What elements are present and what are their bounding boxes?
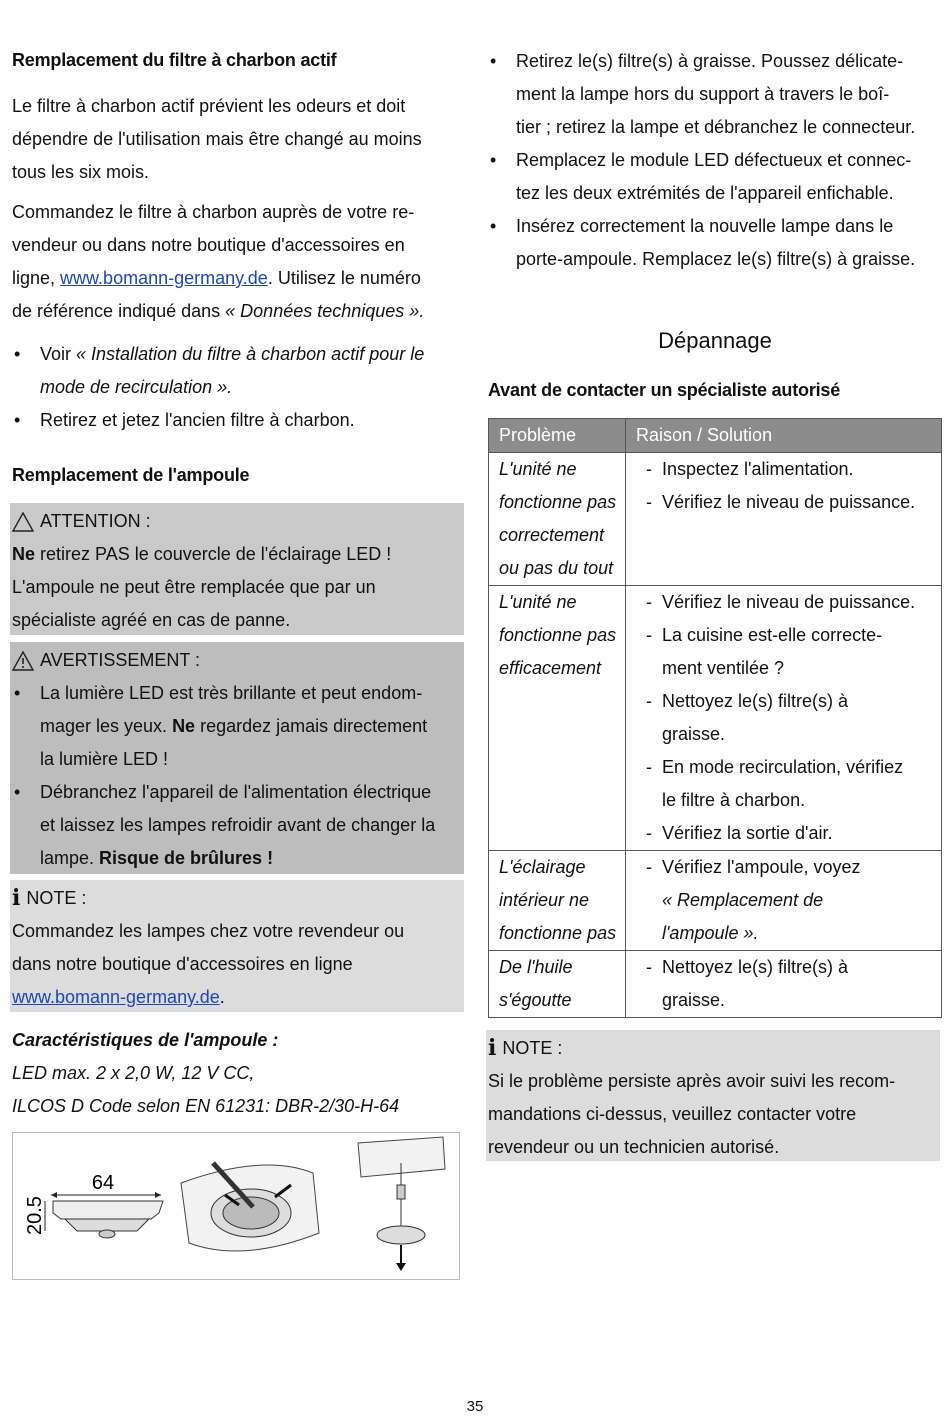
- text-line: [12, 981, 464, 1014]
- lamp-connector-drawing: [358, 1137, 445, 1271]
- text-line: fonctionne pas: [499, 625, 617, 645]
- table-row: [489, 586, 942, 851]
- text-line: efficacement: [499, 658, 602, 678]
- reference-tech-data: « Données techniques ».: [225, 301, 425, 321]
- text-line: intérieur ne: [499, 890, 590, 910]
- text-span: Risque de brûlures !: [99, 848, 274, 868]
- note-title: [488, 1030, 940, 1065]
- spec-title: Caractéristiques de l'ampoule :: [12, 1030, 279, 1050]
- text-span: retirez PAS le couvercle de l'éclairage LED !: [35, 544, 392, 564]
- lamp-dimension-drawing: [24, 1172, 163, 1238]
- bullet-list-charcoal: [12, 338, 466, 437]
- text-span: tez les deux extrémités de l'appareil enfichable.: [516, 183, 894, 203]
- text-span: La cuisine est-elle correcte-: [662, 625, 883, 645]
- text-line: Si le problème persiste après avoir suivi les recom-: [488, 1071, 896, 1091]
- problem-cell: [489, 453, 626, 586]
- solution-cell: [626, 453, 942, 586]
- text-line: fonctionne pas: [499, 923, 617, 943]
- text-line: L'ampoule ne peut être remplacée que par un: [12, 577, 376, 597]
- text-line: mandations ci-dessus, veuillez contacter votre: [488, 1104, 857, 1124]
- text-span: mode de recirculation ».: [40, 377, 233, 397]
- solution-item: - Nettoyez le(s) filtre(s) à graisse.: [646, 691, 849, 744]
- text-span: Voir: [40, 344, 77, 364]
- bulb-diagram: [13, 1133, 459, 1279]
- text-span: graisse.: [662, 990, 726, 1010]
- warning-box: [10, 642, 464, 874]
- solution-item: - Vérifiez le niveau de puissance.: [646, 492, 916, 512]
- text-span: Ne: [12, 544, 36, 564]
- warning-triangle-icon: [12, 512, 34, 532]
- text-line: fonctionne pas: [499, 492, 617, 512]
- paragraph-charcoal-info: [12, 90, 466, 189]
- text-span: la lumière LED !: [40, 749, 169, 769]
- text-span: « Installation du filtre à charbon actif pour le: [76, 344, 425, 364]
- text-span: Insérez correctement la nouvelle lampe dans le: [516, 216, 894, 236]
- text-span: Nettoyez le(s) filtre(s) à: [662, 957, 849, 977]
- heading-charcoal-filter: Remplacement du filtre à charbon actif: [12, 50, 337, 70]
- heading-before-contact: Avant de contacter un spécialiste autorisé: [488, 380, 841, 400]
- text-line: L'éclairage: [499, 857, 586, 877]
- solution-item: - Vérifiez l'ampoule, voyez « Remplacement de l'ampoule ».: [646, 857, 861, 943]
- solution-item: - Nettoyez le(s) filtre(s) à graisse.: [646, 957, 849, 1010]
- note-box-troubleshooting: [486, 1030, 940, 1161]
- bullet-list-lamp: [488, 45, 942, 276]
- dim-height-label: 20.5: [24, 1196, 46, 1235]
- text-span: et laissez les lampes refroidir avant de changer la: [40, 815, 436, 835]
- lamp-removal-drawing: [181, 1163, 319, 1251]
- problem-cell: [489, 951, 626, 1018]
- bullet-icon: •: [14, 782, 21, 802]
- text-line: [12, 295, 466, 328]
- list-item: [12, 776, 464, 875]
- text-line: correctement: [499, 525, 605, 545]
- solution-cell: [626, 586, 942, 851]
- bulb-specs: [12, 1024, 466, 1123]
- text-span: Vérifiez l'ampoule, voyez: [662, 857, 861, 877]
- text-line: spécialiste agréé en cas de panne.: [12, 610, 291, 630]
- text-span: Vérifiez le niveau de puissance.: [662, 592, 916, 612]
- note-box: [10, 880, 464, 1012]
- bullet-icon: •: [490, 150, 497, 170]
- paragraph-order-filter: [12, 196, 466, 328]
- bullet-icon: •: [490, 51, 497, 71]
- text-span: Ne: [172, 716, 196, 736]
- bomann-link[interactable]: www.bomann-germany.de: [60, 268, 268, 288]
- bullet-icon: •: [490, 216, 497, 236]
- table-row: [489, 453, 942, 586]
- text-line: dans notre boutique d'accessoires en ligne: [12, 954, 353, 974]
- text-span: Vérifiez le niveau de puissance.: [662, 492, 916, 512]
- solution-item: - Inspectez l'alimentation.: [646, 459, 854, 479]
- list-item: [488, 144, 942, 210]
- list-item: [488, 210, 942, 276]
- solution-item: - Vérifiez le niveau de puissance.: [646, 592, 916, 612]
- note-title: [12, 880, 464, 915]
- solution-item: - La cuisine est-elle correcte- ment ventilée ?: [646, 625, 883, 678]
- text-line: [12, 262, 466, 295]
- table-header-row: [489, 419, 942, 453]
- text-line: Commandez le filtre à charbon auprès de votre re-: [12, 202, 415, 222]
- text-span: graisse.: [662, 724, 726, 744]
- info-icon: i: [12, 885, 21, 911]
- problem-cell: [489, 851, 626, 951]
- text-span: mager les yeux.: [40, 716, 173, 736]
- bulb-replacement-figure: [12, 1132, 460, 1280]
- text-line: L'unité ne: [499, 459, 577, 479]
- info-icon: i: [488, 1035, 497, 1061]
- list-item: [12, 338, 466, 404]
- text-line: De l'huile: [499, 957, 573, 977]
- bullet-icon: •: [14, 410, 21, 430]
- warning-list: [12, 677, 464, 875]
- text-line: Le filtre à charbon actif prévient les odeurs et doit: [12, 96, 406, 116]
- text-span: Débranchez l'appareil de l'alimentation électrique: [40, 782, 432, 802]
- text-span: ligne,: [12, 268, 61, 288]
- text-span: En mode recirculation, vérifiez: [662, 757, 904, 777]
- solution-item: - Vérifiez la sortie d'air.: [646, 823, 833, 843]
- bullet-icon: •: [14, 683, 21, 703]
- text-line: revendeur ou un technicien autorisé.: [488, 1137, 780, 1157]
- text-line: [12, 538, 464, 571]
- heading-troubleshooting: Dépannage: [658, 328, 772, 353]
- troubleshooting-table: [488, 418, 942, 1018]
- text-span: . Utilisez le numéro: [267, 268, 421, 288]
- text-span: Inspectez l'alimentation.: [662, 459, 854, 479]
- text-span: ment la lampe hors du support à travers le boî-: [516, 84, 890, 104]
- text-line: Commandez les lampes chez votre revendeur ou: [12, 921, 405, 941]
- list-item: [488, 45, 942, 144]
- table-row: [489, 951, 942, 1018]
- text-span: l'ampoule ».: [662, 923, 759, 943]
- bullet-icon: •: [14, 344, 21, 364]
- text-span: Vérifiez la sortie d'air.: [662, 823, 833, 843]
- column-header-problem: Problème: [489, 419, 626, 453]
- solution-item: - En mode recirculation, vérifiez le filtre à charbon.: [646, 757, 904, 810]
- text-line: vendeur ou dans notre boutique d'accessoires en: [12, 235, 405, 255]
- list-item: [12, 677, 464, 776]
- warning-title: [12, 642, 464, 677]
- text-line: tous les six mois.: [12, 162, 150, 182]
- text-span: porte-ampoule. Remplacez le(s) filtre(s) à graisse.: [516, 249, 916, 269]
- text-span: tier ; retirez la lampe et débranchez le connecteur.: [516, 117, 916, 137]
- text-span: Nettoyez le(s) filtre(s) à: [662, 691, 849, 711]
- spec-line: ILCOS D Code selon EN 61231: DBR-2/30-H-64: [12, 1096, 400, 1116]
- text-span: regardez jamais directement: [195, 716, 428, 736]
- solution-cell: [626, 951, 942, 1018]
- text-span: Remplacez le module LED défectueux et connec-: [516, 150, 912, 170]
- bomann-link[interactable]: www.bomann-germany.de: [12, 987, 220, 1007]
- attention-title: [12, 503, 464, 538]
- attention-label: ATTENTION :: [40, 511, 151, 531]
- text-span: ment ventilée ?: [662, 658, 785, 678]
- warning-triangle-icon: [12, 651, 34, 671]
- text-line: ou pas du tout: [499, 558, 614, 578]
- table-row: [489, 851, 942, 951]
- page-number: 35: [466, 1398, 484, 1415]
- attention-box: [10, 503, 464, 635]
- dim-width-label: 64: [91, 1172, 115, 1194]
- text-line: L'unité ne: [499, 592, 577, 612]
- text-span: de référence indiqué dans: [12, 301, 226, 321]
- text-span: Retirez et jetez l'ancien filtre à charbon.: [40, 410, 355, 430]
- text-line: s'égoutte: [499, 990, 572, 1010]
- text-span: « Remplacement de: [662, 890, 824, 910]
- text-span: .: [219, 987, 225, 1007]
- text-span: lampe.: [40, 848, 100, 868]
- warning-label: AVERTISSEMENT :: [40, 650, 201, 670]
- note-label: NOTE :: [26, 888, 87, 908]
- column-header-solution: Raison / Solution: [626, 419, 942, 453]
- text-span: Retirez le(s) filtre(s) à graisse. Poussez délicate-: [516, 51, 904, 71]
- text-span: le filtre à charbon.: [662, 790, 806, 810]
- text-span: La lumière LED est très brillante et peut endom-: [40, 683, 423, 703]
- note-label: NOTE :: [502, 1038, 563, 1058]
- heading-bulb-replacement: Remplacement de l'ampoule: [12, 465, 250, 485]
- list-item: [12, 404, 466, 437]
- problem-cell: [489, 586, 626, 851]
- text-line: dépendre de l'utilisation mais être changé au moins: [12, 129, 422, 149]
- spec-line: LED max. 2 x 2,0 W, 12 V CC,: [12, 1063, 255, 1083]
- solution-cell: [626, 851, 942, 951]
